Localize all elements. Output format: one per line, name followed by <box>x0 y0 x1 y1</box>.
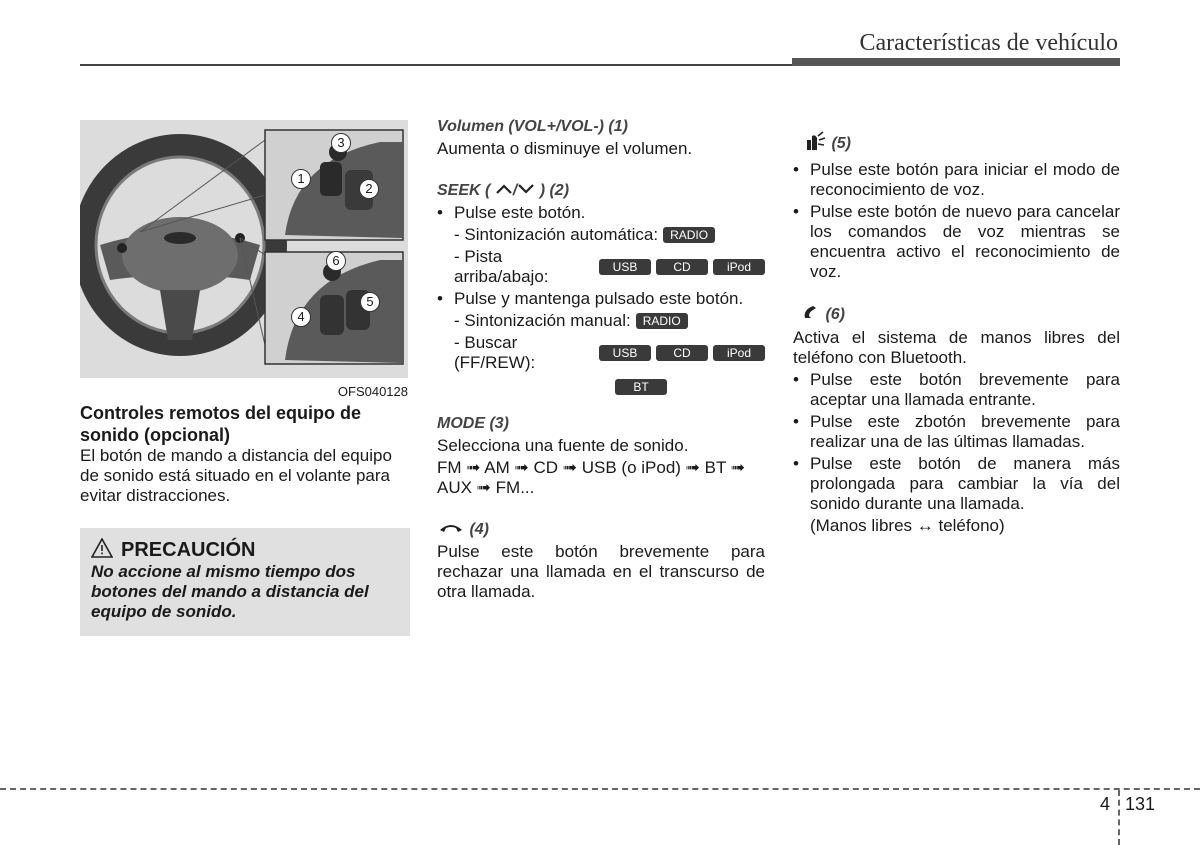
section-heading: Controles remotos del equipo de sonido (opcional) <box>80 403 362 445</box>
volume-title: Volumen (VOL+/VOL-) (1) <box>437 118 628 135</box>
call-intro: Activa el sistema de manos libres del teléfono con Bluetooth. <box>793 328 1120 367</box>
badge-radio: RADIO <box>663 227 715 243</box>
callout-3: 3 <box>331 133 351 153</box>
caution-box <box>80 528 410 636</box>
badge-usb: USB <box>599 259 651 275</box>
caution-text: No accione al mismo tiempo dos botones del mando a distancia del equipo de sonido. <box>91 562 369 621</box>
steering-wheel-figure <box>80 120 408 378</box>
callout-1: 1 <box>291 169 311 189</box>
mode-text: Selecciona una fuente de sonido. <box>437 436 689 456</box>
phone-icon <box>801 304 821 326</box>
header-rule <box>80 64 795 66</box>
call-bullet-1: • Pulse este botón brevemente para aceptar una llamada entrante. <box>793 370 1120 409</box>
section-number: 4 <box>1100 794 1111 814</box>
header-rule-bar <box>792 58 1120 66</box>
callout-2: 2 <box>359 179 379 199</box>
footer-rule <box>0 788 1200 790</box>
page-header-title: Características de vehículo <box>859 30 1118 56</box>
voice-recognition-icon <box>803 130 827 158</box>
mode-title: MODE (3) <box>437 415 509 433</box>
call-note: (Manos libres ↔ teléfono) <box>810 516 1005 535</box>
figure-code: OFS040128 <box>337 384 408 399</box>
badge-cd: CD <box>656 259 708 275</box>
column-3 <box>793 130 1120 536</box>
call-bullet-3: • Pulse este botón de manera más prolongada para cambiar la vía del sonido durante una llamada. <box>793 454 1120 513</box>
seek-down-icon <box>517 181 535 201</box>
badge-cd: CD <box>656 345 708 361</box>
footer-divider <box>1118 790 1120 845</box>
seek-sub-manual: - Sintonización manual: RADIO <box>437 311 765 331</box>
warning-icon <box>91 538 113 562</box>
seek-bullet-1: • Pulse este botón. <box>437 203 586 223</box>
callout-5: 5 <box>360 292 380 312</box>
seek-up-icon <box>495 181 513 201</box>
voice-bullet-2: • Pulse este botón de nuevo para cancelar los comandos de voz mientras se encuentra activo el reconocimiento de voz. <box>793 202 1120 281</box>
end-call-icon <box>437 520 465 540</box>
seek-title: SEEK ( / ) (2) <box>437 182 570 200</box>
voice-bullet-1: • Pulse este botón para iniciar el modo de reconocimiento de voz. <box>793 160 1120 199</box>
badge-ipod: iPod <box>713 345 765 361</box>
callout-6: 6 <box>326 251 346 271</box>
end-call-text: Pulse este botón brevemente para rechazar una llamada en el transcurso de otra llamada. <box>437 542 765 602</box>
callout-4: 4 <box>291 307 311 327</box>
badge-radio: RADIO <box>636 313 688 329</box>
badge-bt: BT <box>615 379 667 395</box>
call-bullet-2: • Pulse este zbotón brevemente para realizar una de las últimas llamadas. <box>793 412 1120 451</box>
mode-sequence: FM ➟ AM ➟ CD ➟ USB (o iPod) ➟ BT ➟ AUX ➟ FM... <box>437 458 746 498</box>
page-number: 131 <box>1125 794 1156 814</box>
column-2 <box>437 117 765 602</box>
seek-sub-track: - Pista arriba/abajo: USB CD iPod <box>437 247 765 287</box>
seek-sub-auto: - Sintonización automática: RADIO <box>437 225 765 245</box>
column-1 <box>80 120 410 636</box>
end-call-title: (4) <box>437 520 765 540</box>
voice-title: (5) <box>793 130 1120 158</box>
badge-ipod: iPod <box>713 259 765 275</box>
seek-sub-search: - Buscar (FF/REW): USB CD iPod <box>437 333 765 373</box>
section-body: El botón de mando a distancia del equipo de sonido está situado en el volante para evitar distracciones. <box>80 446 392 505</box>
seek-sub-search-bt <box>437 376 765 396</box>
call-title: (6) <box>793 304 1120 326</box>
badge-usb: USB <box>599 345 651 361</box>
caution-title: PRECAUCIÓN <box>121 539 256 561</box>
seek-bullet-2: • Pulse y mantenga pulsado este botón. <box>437 289 744 309</box>
volume-text: Aumenta o disminuye el volumen. <box>437 139 693 158</box>
